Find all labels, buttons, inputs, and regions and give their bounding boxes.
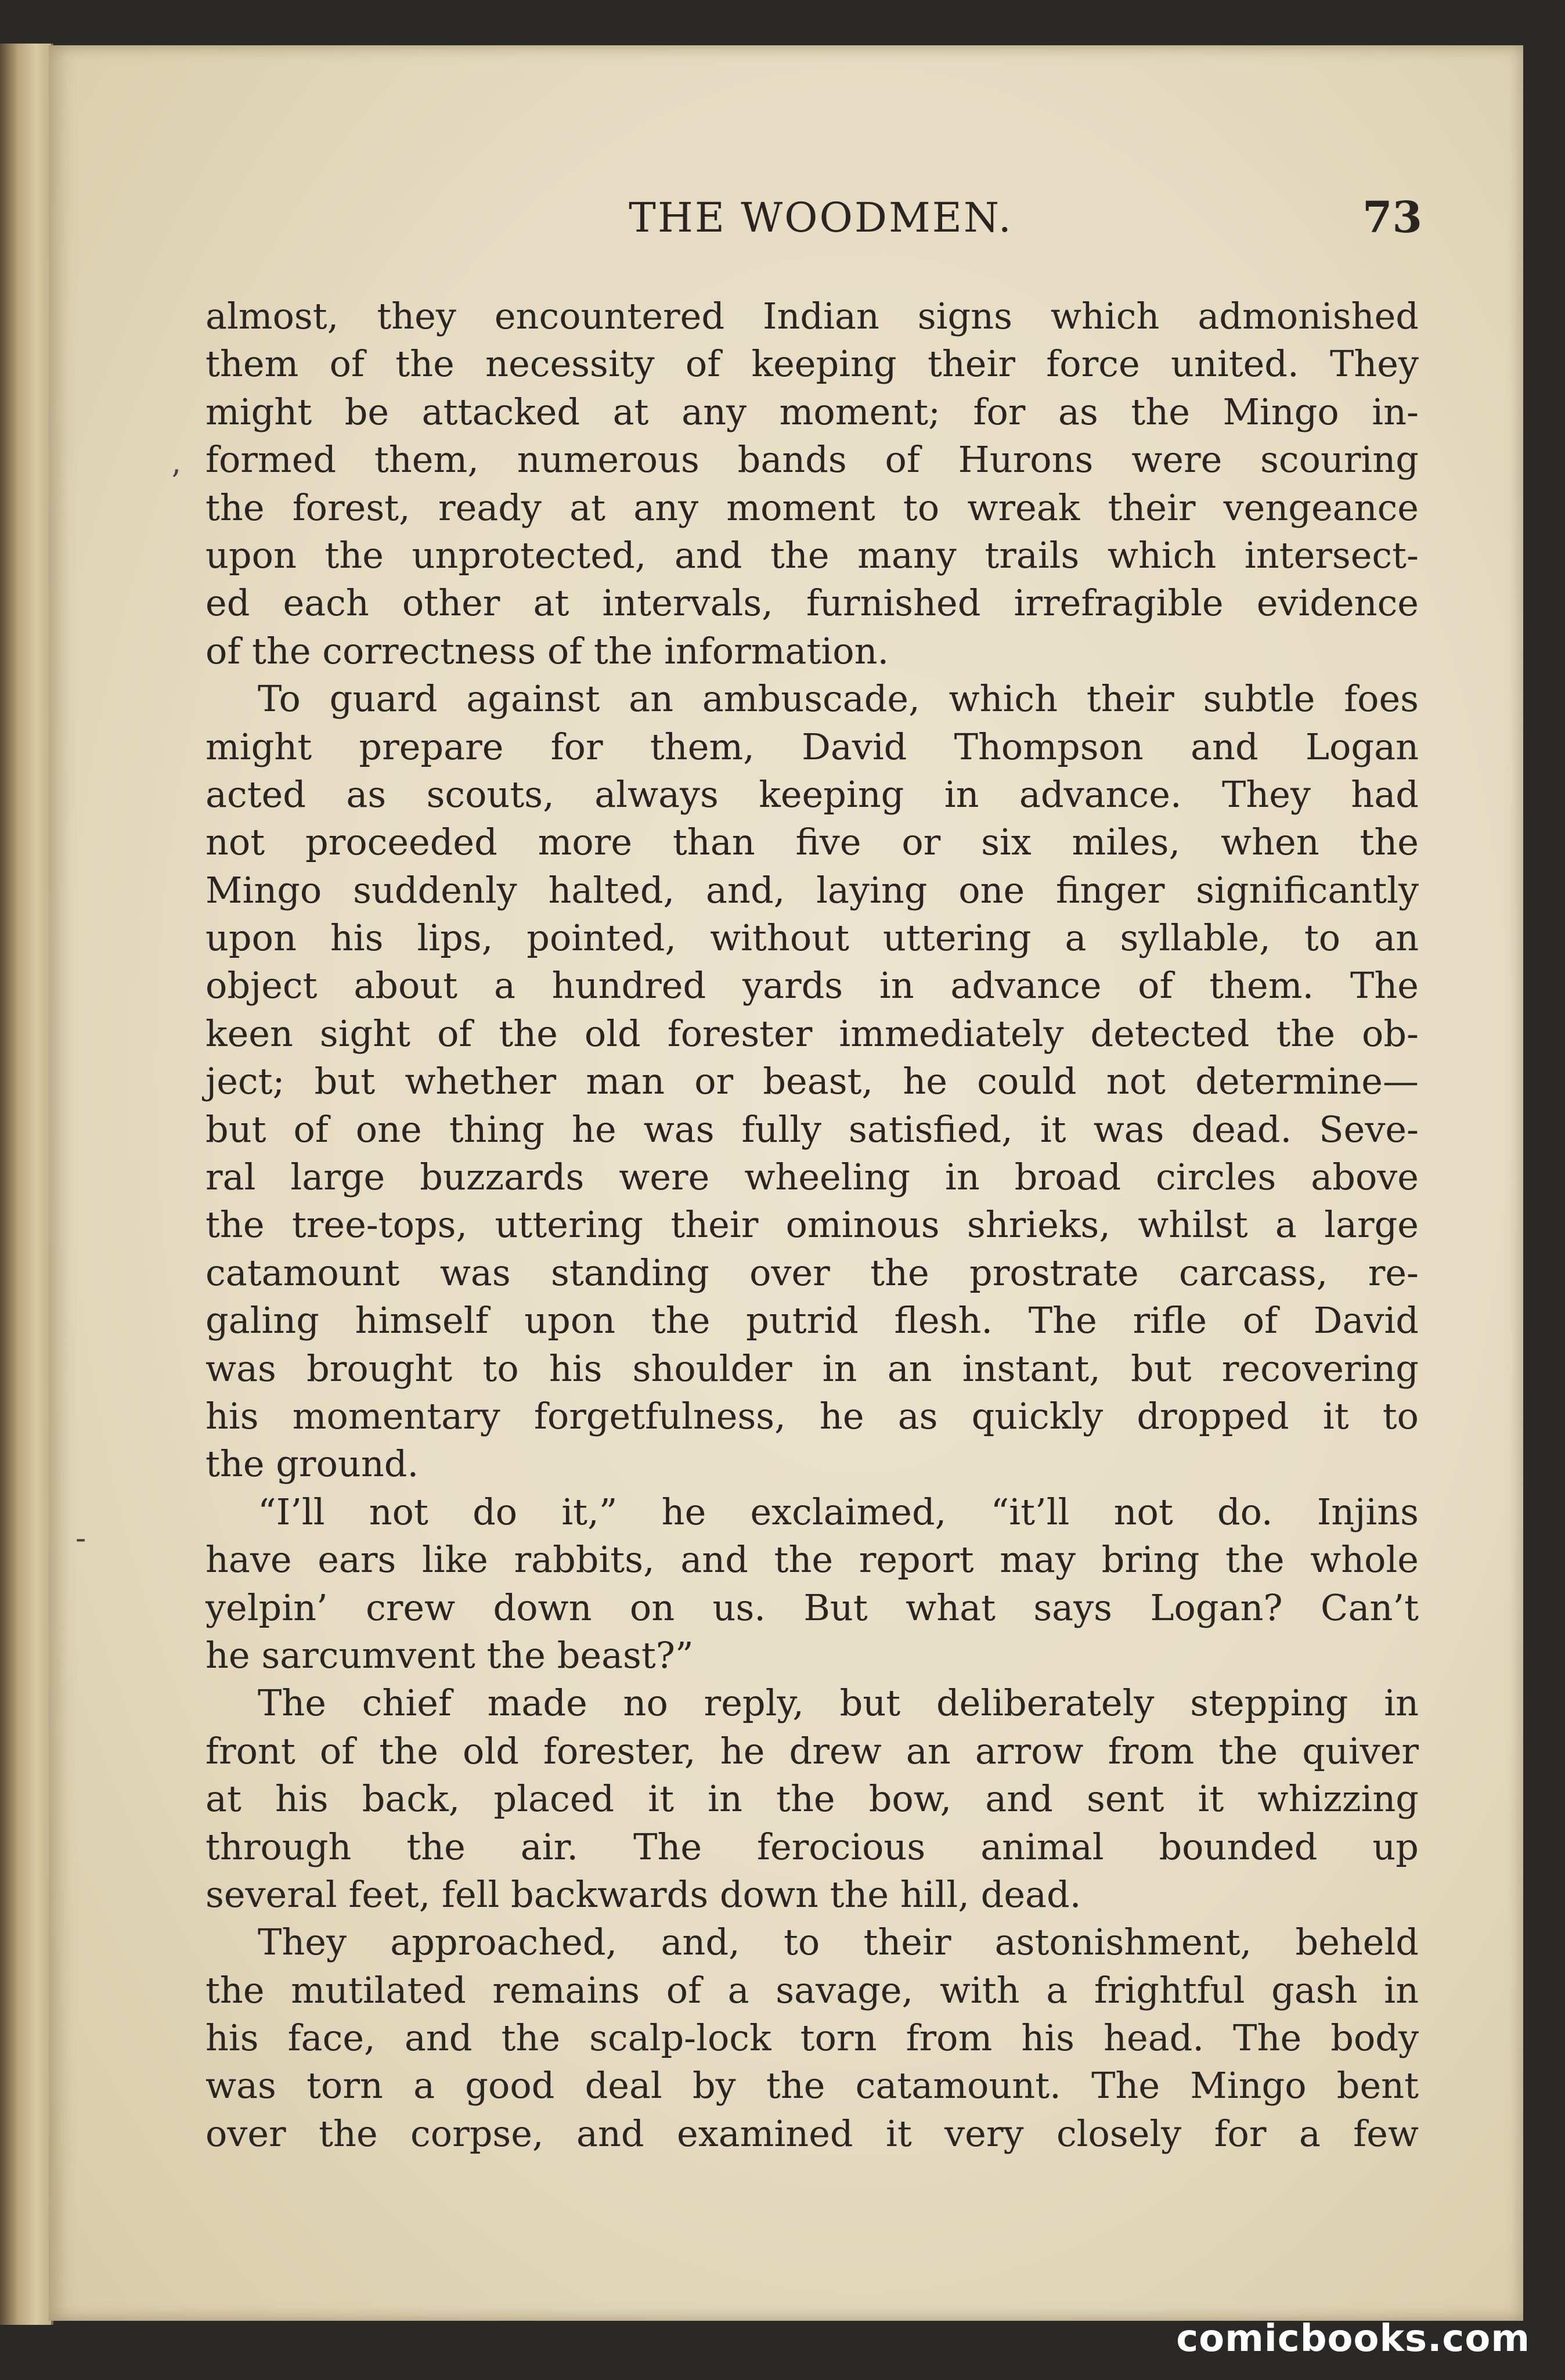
text-line: The chief made no reply, but deliberately stepping in — [258, 1682, 1419, 1725]
text-line: catamount was standing over the prostrate carcass, re- — [205, 1251, 1419, 1294]
running-title: THE WOODMEN. — [629, 194, 1013, 241]
book-page — [49, 45, 1523, 2321]
text-line: the tree-tops, uttering their ominous shrieks, whilst a large — [205, 1203, 1419, 1246]
text-line: almost, they encountered Indian signs which admonished — [205, 295, 1419, 337]
text-line: the ground. — [205, 1443, 419, 1485]
text-line: at his back, placed it in the bow, and sent it whizzing — [205, 1777, 1419, 1820]
text-line: “I’ll not do it,” he exclaimed, “it’ll not do. Injins — [258, 1490, 1419, 1533]
margin-tick-mark: - — [75, 1520, 86, 1556]
text-line: but of one thing he was fully satisfied, it was dead. Seve- — [205, 1108, 1419, 1151]
text-line: was torn a good deal by the catamount. The Mingo bent — [205, 2064, 1419, 2107]
text-line: his face, and the scalp-lock torn from his head. The body — [205, 2017, 1419, 2060]
text-line: have ears like rabbits, and the report may bring the whole — [205, 1538, 1419, 1581]
text-line: upon the unprotected, and the many trails which intersect- — [205, 533, 1419, 576]
book-binding-edge — [0, 44, 53, 2325]
margin-tick-mark: ’ — [171, 463, 181, 500]
text-line: formed them, numerous bands of Hurons were scouring — [205, 438, 1419, 481]
text-line: ed each other at intervals, furnished irrefragible evidence — [205, 582, 1419, 625]
watermark: comicbooks.com — [1176, 2317, 1530, 2360]
text-line: the mutilated remains of a savage, with a frightful gash in — [205, 1968, 1419, 2011]
page-number: 73 — [1362, 193, 1422, 243]
text-line: not proceeded more than five or six miles, when the — [205, 821, 1419, 864]
text-line: was brought to his shoulder in an instant, but recovering — [205, 1347, 1419, 1390]
text-line: upon his lips, pointed, without uttering a syllable, to an — [205, 917, 1419, 960]
text-line: To guard against an ambuscade, which their subtle foes — [258, 677, 1419, 720]
text-line: his momentary forgetfulness, he as quickly dropped it to — [205, 1394, 1419, 1437]
text-line: through the air. The ferocious animal bounded up — [205, 1825, 1419, 1868]
text-line: Mingo suddenly halted, and, laying one finger significantly — [205, 868, 1419, 911]
text-line: several feet, fell backwards down the hill, dead. — [205, 1873, 1081, 1916]
text-line: ral large buzzards were wheeling in broad circles above — [205, 1156, 1419, 1199]
page-header — [223, 180, 1422, 255]
text-line: the forest, ready at any moment to wreak their vengeance — [205, 486, 1419, 529]
text-line: They approached, and, to their astonishment, beheld — [258, 1921, 1419, 1964]
text-line: over the corpse, and examined it very closely for a few — [205, 2112, 1419, 2155]
text-line: front of the old forester, he drew an arrow from the quiver — [205, 1729, 1419, 1772]
text-line: of the correctness of the information. — [205, 629, 889, 672]
text-line: object about a hundred yards in advance of them. The — [205, 964, 1419, 1007]
text-line: might be attacked at any moment; for as the Mingo in- — [205, 390, 1419, 433]
text-line: them of the necessity of keeping their force united. They — [205, 342, 1419, 385]
body-text — [205, 293, 1419, 2158]
text-line: yelpin’ crew down on us. But what says Logan? Can’t — [205, 1586, 1419, 1629]
text-line: might prepare for them, David Thompson and Logan — [205, 725, 1419, 768]
text-line: keen sight of the old forester immediately detected the ob- — [205, 1012, 1419, 1055]
text-line: ject; but whether man or beast, he could not determine— — [205, 1060, 1419, 1103]
text-line: he sarcumvent the beast?” — [205, 1633, 694, 1676]
text-line: acted as scouts, always keeping in advance. They had — [205, 773, 1419, 816]
text-line: galing himself upon the putrid flesh. The rifle of David — [205, 1299, 1419, 1342]
